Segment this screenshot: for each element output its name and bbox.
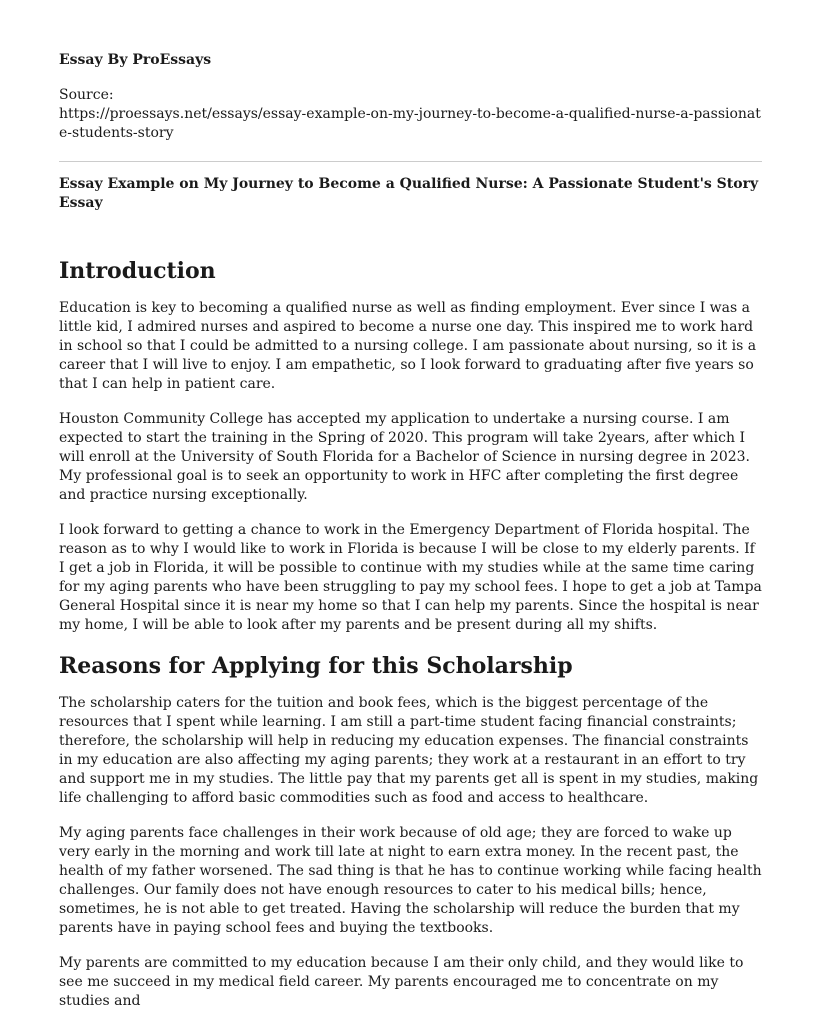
document-title: Essay Example on My Journey to Become a Qualified Nurse: A Passionate Student's Story Essay [59,176,759,211]
paragraph: The scholarship caters for the tuition and book fees, which is the biggest percentage of the resources that I spent while learning. I am still a part-time student facing financial constraints; therefore, the scholarship will help in reducing my education expenses. The financial constraints in my education are also affecting my aging parents; they work at a restaurant in an effort to try and support me in my studies. The little pay that my parents get all is spent in my studies, making life challenging to afford basic commodities such as food and access to healthcare. [59,695,759,806]
paragraph: I look forward to getting a chance to work in the Emergency Department of Florida hospital. The reason as to why I would like to work in Florida is because I will be close to my elderly parents. If I get a job in Florida, it will be possible to continue with my studies while at the same time caring for my aging parents who have been struggling to pay my school fees. I hope to get a job at Tampa General Hospital since it is near my home so that I can help my parents. Since the hospital is near my home, I will be able to look after my parents and be present during all my shifts. [59,522,762,633]
section-introduction [59,256,762,635]
paragraph: Houston Community College has accepted my application to undertake a nursing course. I am expected to start the training in the Spring of 2020. This program will take 2years, after which I will enroll at the University of South Florida for a Bachelor of Science in nursing degree in 2023. My professional goal is to seek an opportunity to work in HFC after completing the first degree and practice nursing exceptionally. [59,411,750,503]
source-block [59,86,762,143]
site-title: Essay By ProEssays [59,52,212,68]
section-heading: Introduction [59,258,216,284]
section-heading: Reasons for Applying for this Scholarship [59,653,573,679]
paragraph: My parents are committed to my education because I am their only child, and they would like to see me succeed in my medical field career. My parents encouraged me to concentrate on my studies and [59,955,744,1009]
paragraph: Education is key to becoming a qualified nurse as well as finding employment. Ever since I was a little kid, I admired nurses and aspired to become a nurse one day. This inspired me to work hard in school so that I could be admitted to a nursing college. I am passionate about nursing, so it is a career that I will live to enjoy. I am empathetic, so I look forward to graduating after five years so that I can help in patient care. [59,300,757,392]
source-url: https://proessays.net/essays/essay-example-on-my-journey-to-become-a-qualified-nurse-a-passionate-students-story [59,106,761,141]
paragraph: My aging parents face challenges in their work because of old age; they are forced to wake up very early in the morning and work till late at night to earn extra money. In the recent past, the health of my father worsened. The sad thing is that he has to continue working while facing health challenges. Our family does not have enough resources to cater to his medical bills; hence, sometimes, he is not able to get treated. Having the scholarship will reduce the burden that my parents have in paying school fees and buying the textbooks. [59,825,762,936]
source-label: Source: [59,87,114,103]
divider [59,161,762,162]
section-reasons-scholarship [59,651,762,1011]
